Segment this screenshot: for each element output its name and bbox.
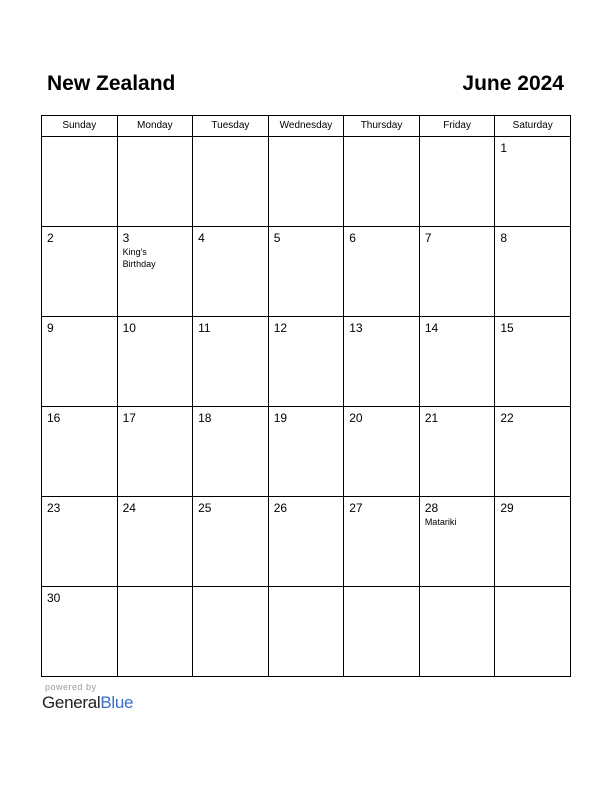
day-cell <box>495 137 571 227</box>
day-cell <box>419 407 495 497</box>
day-cell-content <box>118 227 193 270</box>
day-cell <box>117 407 193 497</box>
day-cell-content <box>118 497 193 515</box>
day-cell <box>495 227 571 317</box>
day-number: 22 <box>500 411 514 425</box>
day-number: 5 <box>273 231 281 245</box>
weekday-tuesday: Tuesday <box>193 116 269 137</box>
day-cell-content <box>42 407 117 425</box>
day-number: 9 <box>47 321 54 335</box>
day-cell <box>193 407 269 497</box>
weekday-friday: Friday <box>419 116 495 137</box>
day-cell-content <box>269 317 344 335</box>
day-cell-content <box>193 407 268 425</box>
day-number: 19 <box>273 411 288 425</box>
day-number: 24 <box>122 501 136 515</box>
empty-day-cell <box>42 137 118 227</box>
weekday-header-row <box>42 116 571 137</box>
empty-day-cell <box>117 137 193 227</box>
day-cell <box>268 317 344 407</box>
day-number: 23 <box>47 501 61 515</box>
day-number: 17 <box>122 411 136 425</box>
day-number: 2 <box>47 231 54 245</box>
holiday-label: King's Birthday <box>122 247 156 269</box>
weekday-monday: Monday <box>117 116 193 137</box>
day-cell <box>419 317 495 407</box>
week-row <box>42 407 571 497</box>
powered-by-text: powered by <box>45 682 97 692</box>
day-number: 26 <box>273 501 288 515</box>
day-cell-content <box>42 587 117 605</box>
day-number: 18 <box>198 411 212 425</box>
day-cell <box>419 497 495 587</box>
day-cell-content <box>269 227 344 245</box>
day-number: 11 <box>198 321 211 335</box>
day-number: 6 <box>349 231 356 245</box>
holiday-label: Matariki <box>424 517 457 527</box>
weekday-wednesday: Wednesday <box>268 116 344 137</box>
day-cell <box>268 407 344 497</box>
day-cell <box>42 227 118 317</box>
day-cell-content <box>420 407 495 425</box>
day-cell <box>344 317 420 407</box>
day-cell <box>268 227 344 317</box>
day-cell <box>193 227 269 317</box>
day-number: 15 <box>500 321 514 335</box>
empty-day-cell <box>344 587 420 677</box>
day-cell-content <box>42 497 117 515</box>
brand-logo <box>42 693 133 713</box>
day-cell-content <box>193 227 268 245</box>
day-cell-content <box>344 317 419 335</box>
week-row <box>42 317 571 407</box>
day-cell-content <box>420 317 495 335</box>
day-cell <box>495 497 571 587</box>
day-cell <box>495 407 571 497</box>
day-cell-content <box>495 317 570 335</box>
country-title: New Zealand <box>47 72 176 95</box>
day-cell <box>117 497 193 587</box>
weekday-sunday: Sunday <box>42 116 118 137</box>
day-cell-content <box>118 317 193 335</box>
empty-day-cell <box>344 137 420 227</box>
day-cell-content <box>193 317 268 335</box>
day-number: 25 <box>198 501 212 515</box>
month-year-title: June 2024 <box>462 72 564 95</box>
day-cell-content <box>420 497 495 528</box>
day-cell-content <box>344 497 419 515</box>
day-number: 21 <box>424 411 439 425</box>
day-cell-content <box>118 407 193 425</box>
calendar-body <box>42 137 571 677</box>
empty-day-cell <box>117 587 193 677</box>
day-cell <box>495 317 571 407</box>
empty-day-cell <box>193 137 269 227</box>
day-number: 7 <box>424 231 432 245</box>
day-cell-content <box>420 227 495 245</box>
day-cell <box>117 227 193 317</box>
day-number: 3 <box>122 231 130 245</box>
day-cell <box>344 227 420 317</box>
day-number: 8 <box>500 231 508 245</box>
day-number: 1 <box>500 141 508 155</box>
day-cell <box>344 407 420 497</box>
day-cell-content <box>344 407 419 425</box>
day-cell <box>42 407 118 497</box>
day-cell-content <box>269 407 344 425</box>
empty-day-cell <box>193 587 269 677</box>
day-cell-content <box>269 497 344 515</box>
day-cell-content <box>495 497 570 515</box>
day-cell-content <box>42 227 117 245</box>
brand-general-text: General <box>42 693 101 712</box>
day-cell-content <box>495 227 570 245</box>
day-cell-content <box>344 227 419 245</box>
weekday-thursday: Thursday <box>344 116 420 137</box>
empty-day-cell <box>495 587 571 677</box>
empty-day-cell <box>419 587 495 677</box>
day-number: 29 <box>500 501 514 515</box>
empty-day-cell <box>268 137 344 227</box>
calendar-grid <box>41 115 571 677</box>
day-cell-content <box>42 317 117 335</box>
day-cell <box>42 497 118 587</box>
day-cell-content <box>495 407 570 425</box>
day-number: 10 <box>122 321 136 335</box>
empty-day-cell <box>419 137 495 227</box>
day-number: 16 <box>47 411 61 425</box>
day-number: 12 <box>273 321 288 335</box>
day-number: 27 <box>349 501 363 515</box>
empty-day-cell <box>268 587 344 677</box>
day-cell <box>42 317 118 407</box>
day-number: 4 <box>198 231 205 245</box>
day-number: 13 <box>349 321 363 335</box>
day-number: 28 <box>424 501 439 515</box>
brand-blue-text: Blue <box>100 693 134 712</box>
day-cell <box>419 227 495 317</box>
weekday-saturday: Saturday <box>495 116 571 137</box>
day-cell <box>344 497 420 587</box>
day-number: 30 <box>47 591 61 605</box>
day-cell <box>268 497 344 587</box>
day-cell-content <box>193 497 268 515</box>
week-row <box>42 587 571 677</box>
day-cell <box>193 497 269 587</box>
day-cell-content <box>495 137 570 155</box>
day-cell <box>42 587 118 677</box>
day-cell <box>117 317 193 407</box>
week-row <box>42 497 571 587</box>
week-row <box>42 137 571 227</box>
day-number: 20 <box>349 411 363 425</box>
day-cell <box>193 317 269 407</box>
week-row <box>42 227 571 317</box>
day-number: 14 <box>424 321 439 335</box>
